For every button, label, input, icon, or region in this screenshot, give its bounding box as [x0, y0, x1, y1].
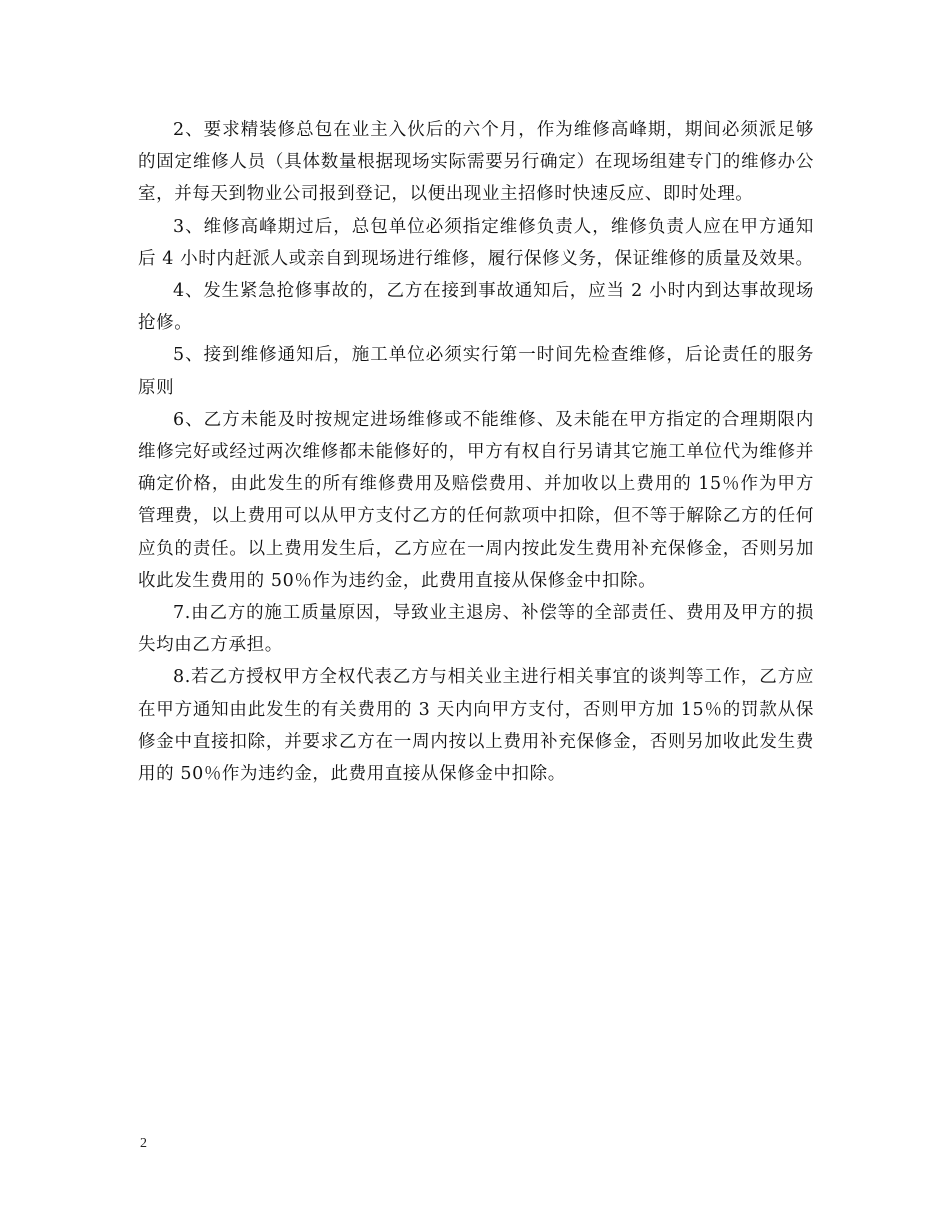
- paragraph-item-2: 2、要求精装修总包在业主入伙后的六个月，作为维修高峰期，期间必须派足够的固定维修人员（具体数量根据现场实际需要另行确定）在现场组建专门的维修办公室，并每天到物业公司报到登记，以便出现业主招修时快速反应、即时处理。: [138, 120, 814, 205]
- paragraph-item-5: 5、接到维修通知后，施工单位必须实行第一时间先检查维修，后论责任的服务原则: [138, 345, 814, 398]
- paragraph-item-3: 3、维修高峰期过后，总包单位必须指定维修负责人，维修负责人应在甲方通知后 4 小时内赶派人或亲自到现场进行维修，履行保修义务，保证维修的质量及效果。: [138, 216, 814, 269]
- paragraph-item-6: 6、乙方未能及时按规定进场维修或不能维修、及未能在甲方指定的合理期限内维修完好或经过两次维修都未能修好的，甲方有权自行另请其它施工单位代为维修并确定价格，由此发生的所有维修费用及赔偿费用、并加收以上费用的 15％作为甲方管理费，以上费用可以从甲方支付乙方的任何款项中扣除，但不等于解除乙方的任何应负的责任。以上费用发生后，乙方应在一周内按此发生费用补充保修金，否则另加收此发生费用的 50％作为违约金，此费用直接从保修金中扣除。: [138, 409, 814, 591]
- document-body: [138, 114, 814, 790]
- page-number: 2: [140, 1136, 147, 1151]
- paragraph-item-7: 7.由乙方的施工质量原因，导致业主退房、补偿等的全部责任、费用及甲方的损失均由乙方承担。: [138, 603, 814, 656]
- paragraph-item-8: 8.若乙方授权甲方全权代表乙方与相关业主进行相关事宜的谈判等工作，乙方应在甲方通知由此发生的有关费用的 3 天内向甲方支付，否则甲方加 15％的罚款从保修金中直接扣除，并要求乙方在一周内按以上费用补充保修金，否则另加收此发生费用的 50％作为违约金，此费用直接从保修金中扣除。: [138, 667, 814, 785]
- paragraph-item-4: 4、发生紧急抢修事故的，乙方在接到事故通知后，应当 2 小时内到达事故现场抢修。: [138, 281, 814, 334]
